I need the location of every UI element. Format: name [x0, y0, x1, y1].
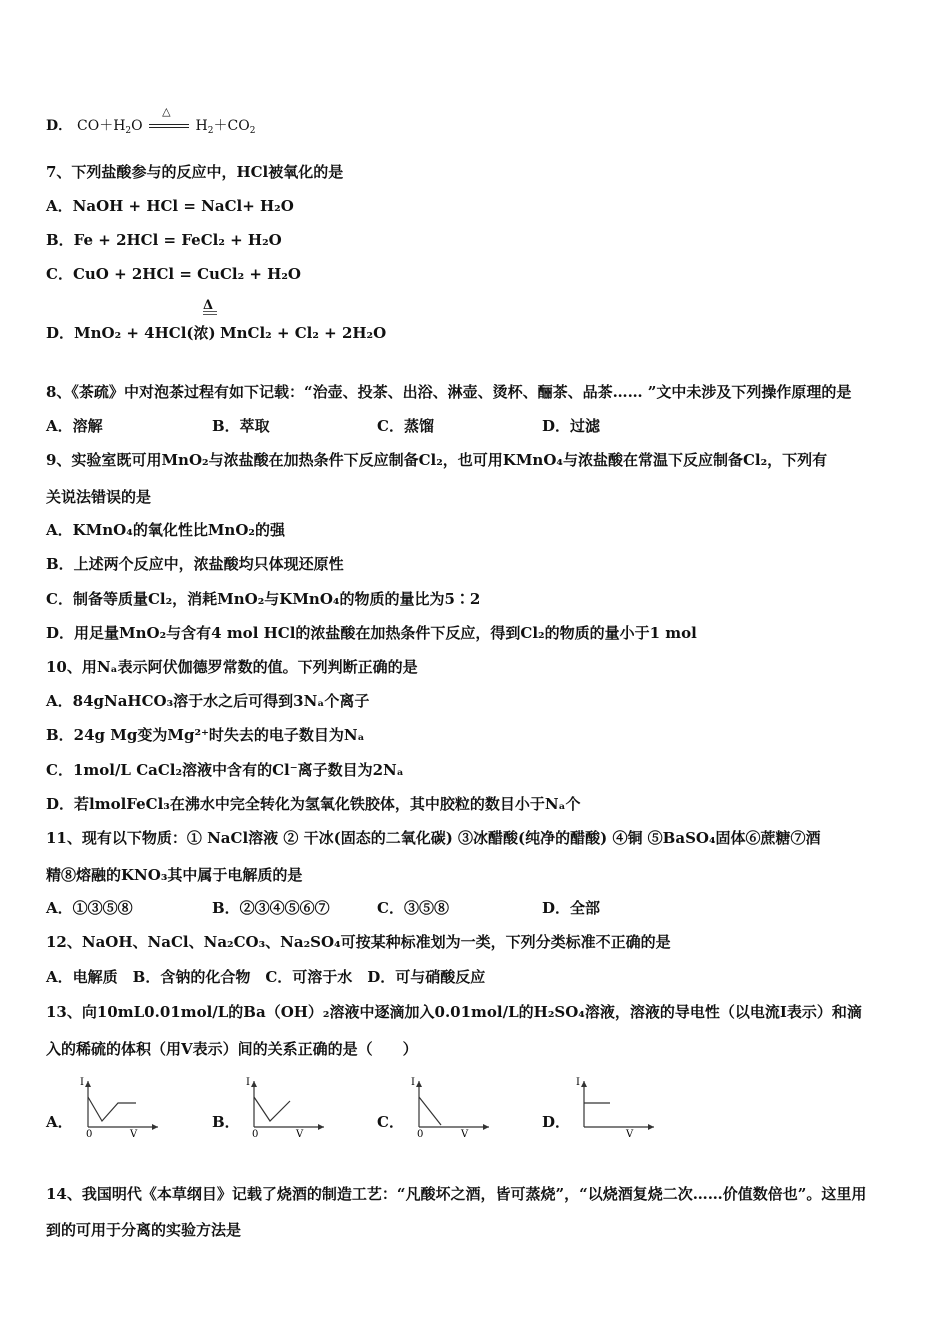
- q13-graph-b-label: B．: [212, 1113, 240, 1131]
- q7-d-heat-condition: Δ: [203, 298, 214, 313]
- q7-option-d-left: D．MnO₂ + 4HCl(浓): [46, 324, 216, 342]
- q6-d-rhs-sub2: 2: [249, 126, 256, 136]
- q13-graph-c-label: C．: [377, 1113, 404, 1131]
- q13-stem-line2: 入的稀硫的体积（用V表示）间的关系正确的是（ ）: [46, 1040, 418, 1058]
- q13-graph-b-v-label: V: [296, 1129, 304, 1139]
- q8-option-a: A．溶解: [46, 417, 103, 435]
- q6-d-lhs-sub: 2: [125, 126, 132, 136]
- q11-option-d: D．全部: [542, 899, 601, 917]
- q13-graph-c-plot: [411, 1075, 491, 1139]
- q9-option-b: B．上述两个反应中，浓盐酸均只体现还原性: [46, 555, 344, 573]
- q11-stem-line2: 精⑧熔融的KNO₃其中属于电解质的是: [46, 866, 303, 884]
- q6-equal-sign: [147, 105, 191, 136]
- q8-option-c: C．蒸馏: [377, 417, 434, 435]
- q13-stem-line1: 13、向10mL0.01mol/L的Ba（OH）₂溶液中逐滴加入0.01mol/L的H₂SO₄溶液，溶液的导电性（以电流I表示）和滴: [46, 1003, 862, 1021]
- q13-graph-c-i-label: I: [411, 1077, 415, 1088]
- q13-graph-d: [542, 1075, 662, 1139]
- q11-option-a: A．①③⑤⑧: [46, 899, 133, 917]
- q6-heat-condition: △: [162, 105, 171, 118]
- q6-d-rhs-sub: 2: [207, 126, 214, 136]
- q6-d-rhs-b: ＋CO: [213, 118, 250, 134]
- q9-option-c: C．制备等质量Cl₂，消耗MnO₂与KMnO₄的物质的量比为5∶2: [46, 590, 481, 608]
- q10-option-d: D．若lmolFeCl₃在沸水中完全转化为氢氧化铁胶体，其中胶粒的数目小于Nₐ个: [46, 795, 581, 813]
- q7-option-b: B．Fe + 2HCl = FeCl₂ + H₂O: [46, 231, 282, 249]
- q11-stem-line1: 11、现有以下物质：① NaCl溶液 ② 干冰(固态的二氧化碳) ③冰醋酸(纯净的醋酸) ④铜 ⑤BaSO₄固体⑥蔗糖⑦酒: [46, 829, 821, 847]
- q8-option-d: D．过滤: [542, 417, 601, 435]
- q10-option-a: A．84gNaHCO₃溶于水之后可得到3Nₐ个离子: [46, 692, 370, 710]
- q13-graph-b-i-label: I: [246, 1077, 250, 1088]
- q7-d-equal-top: [203, 311, 217, 312]
- q8-stem: 8、《茶疏》中对泡茶过程有如下记载：“治壶、投茶、出浴、淋壶、烫杯、酾茶、品茶…… ”文中未涉及下列操作原理的是: [46, 383, 852, 401]
- q12-options: A．电解质 B．含钠的化合物 C．可溶于水 D．可与硝酸反应: [46, 968, 486, 986]
- q13-graph-a-label: A．: [46, 1113, 73, 1131]
- q9-stem-line2: 关说法错误的是: [46, 488, 152, 506]
- q6-d-lhs: CO＋H: [77, 118, 126, 134]
- q13-graph-a: [46, 1075, 166, 1139]
- q6-d-lhs-b: O: [131, 118, 143, 134]
- q13-graph-d-label: D．: [542, 1113, 571, 1131]
- q13-graph-a-i-label: I: [80, 1077, 84, 1088]
- q13-graph-c: [377, 1075, 497, 1139]
- q10-option-b: B．24g Mg变为Mg²⁺时失去的电子数目为Nₐ: [46, 726, 365, 744]
- q13-graph-d-v-label: V: [626, 1129, 634, 1139]
- q7-d-equal-bottom: [203, 314, 217, 315]
- q7-stem: 7、下列盐酸参与的反应中，HCl被氧化的是: [46, 163, 344, 181]
- q11-option-b: B．②③④⑤⑥⑦: [212, 899, 330, 917]
- q13-graph-d-plot: [576, 1075, 656, 1139]
- q13-graph-b-origin: 0: [252, 1129, 259, 1139]
- q6-d-rhs: H: [195, 118, 208, 134]
- q13-graph-a-plot: [80, 1075, 160, 1139]
- q10-stem: 10、用Nₐ表示阿伏伽德罗常数的值。下列判断正确的是: [46, 658, 418, 676]
- q14-stem-line1: 14、我国明代《本草纲目》记载了烧酒的制造工艺：“凡酸坏之酒，皆可蒸烧”，“以烧酒复烧二次……价值数倍也”。这里用: [46, 1185, 867, 1203]
- q9-stem-line1: 9、实验室既可用MnO₂与浓盐酸在加热条件下反应制备Cl₂，也可用KMnO₄与浓盐酸在常温下反应制备Cl₂，下列有: [46, 451, 828, 469]
- q9-option-a: A．KMnO₄的氧化性比MnO₂的强: [46, 521, 285, 539]
- q13-graph-d-i-label: I: [576, 1077, 580, 1088]
- q13-graph-c-origin: 0: [417, 1129, 424, 1139]
- q12-stem: 12、NaOH、NaCl、Na₂CO₃、Na₂SO₄可按某种标准划为一类，下列分类标准不正确的是: [46, 933, 671, 951]
- q13-graph-b-plot: [246, 1075, 326, 1139]
- q13-graph-b: [212, 1075, 332, 1139]
- q7-option-d-right: MnCl₂ + Cl₂ + 2H₂O: [220, 324, 387, 342]
- q7-option-a: A．NaOH + HCl = NaCl+ H₂O: [46, 197, 294, 215]
- q13-graph-a-v-label: V: [130, 1129, 138, 1139]
- q13-graph-a-origin: 0: [86, 1129, 93, 1139]
- q7-option-c: C．CuO + 2HCl = CuCl₂ + H₂O: [46, 265, 301, 283]
- q8-option-b: B．萃取: [212, 417, 270, 435]
- q11-option-c: C．③⑤⑧: [377, 899, 449, 917]
- q14-stem-line2: 到的可用于分离的实验方法是: [46, 1221, 242, 1239]
- q9-option-d: D．用足量MnO₂与含有4 mol HCl的浓盐酸在加热条件下反应，得到Cl₂的物质的量小于1 mol: [46, 624, 697, 642]
- q13-graph-c-v-label: V: [461, 1129, 469, 1139]
- q6-option-d: [46, 105, 256, 136]
- q10-option-c: C．1mol/L CaCl₂溶液中含有的Cl⁻离子数目为2Nₐ: [46, 761, 404, 779]
- q6-d-label: D．: [46, 118, 73, 134]
